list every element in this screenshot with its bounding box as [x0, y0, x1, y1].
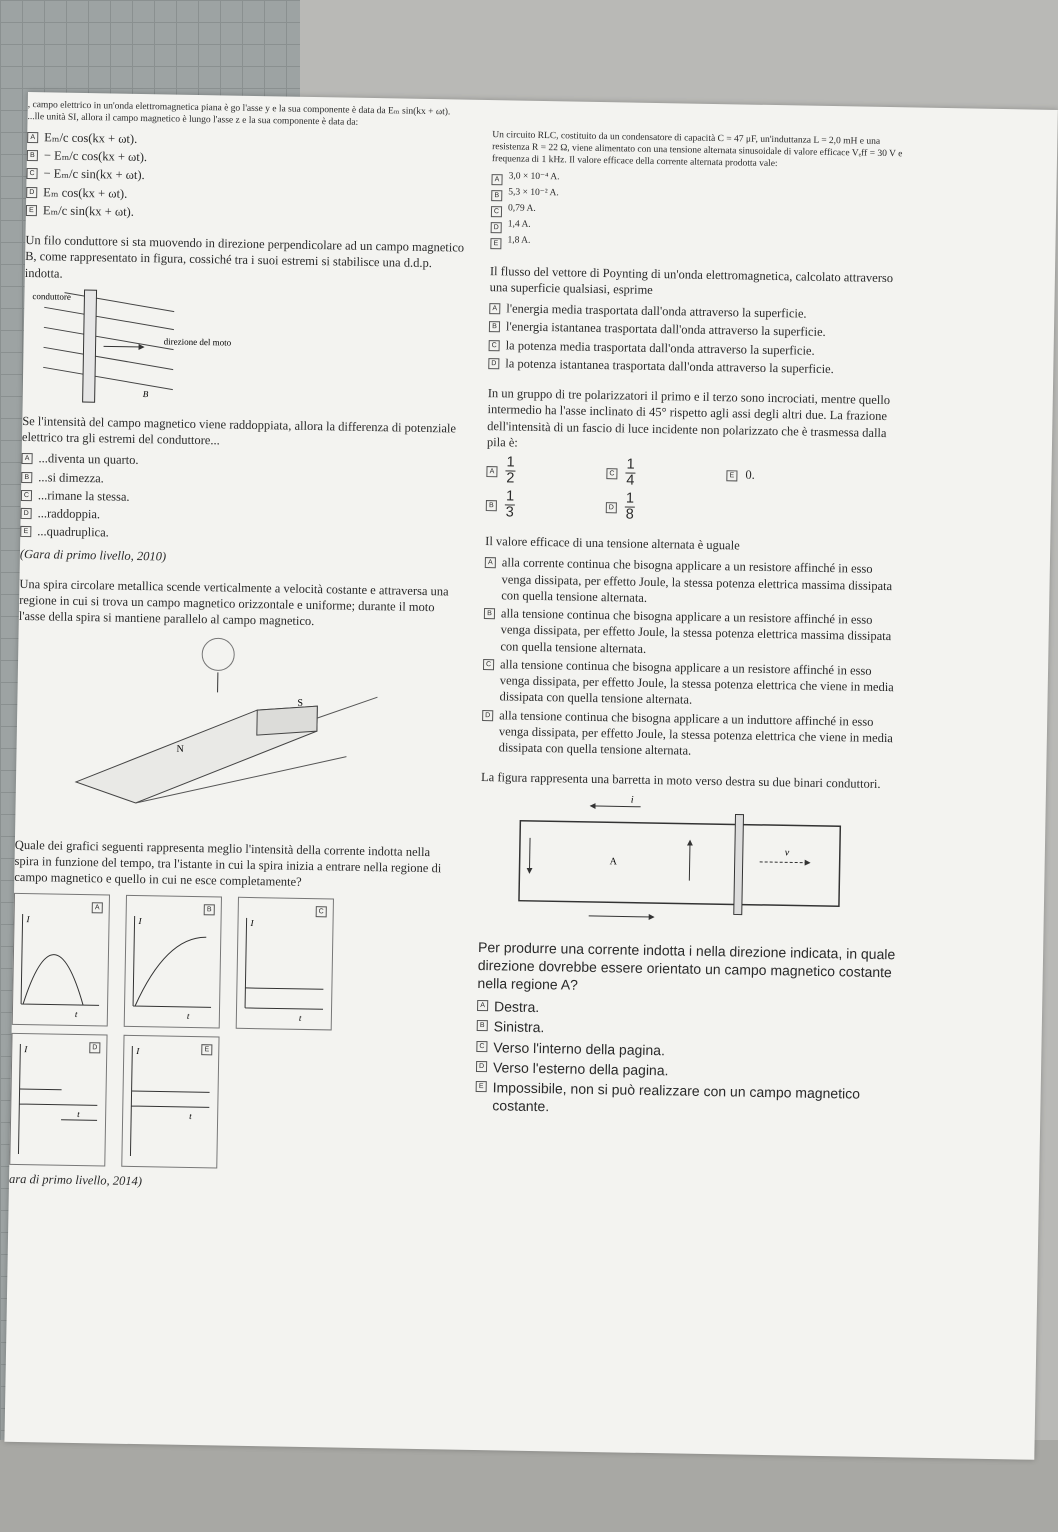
option-list [490, 171, 911, 256]
option-text: − Eₘ/c cos(kx + ωt). [43, 148, 148, 165]
option-text: ...quadruplica. [37, 524, 109, 540]
option-text: 1,8 A. [507, 235, 531, 246]
option-text: Eₘ cos(kx + ωt). [43, 184, 128, 201]
option-letter: E [490, 238, 501, 249]
option-text: l'energia istantanea trasportata dall'onda attraverso la superficie. [505, 319, 826, 340]
right-column [475, 130, 912, 1123]
question-moving-conductor [20, 232, 466, 569]
question-stem: Il valore efficace di una tensione alternata è uguale [485, 534, 740, 553]
axis-i-label: I [250, 918, 254, 929]
option-item[interactable] [482, 656, 903, 712]
option-text: alla tensione continua che bisogna applicare a un induttore affinché in esso venga dissipata, per effetto Joule, la stessa potenza elettrica che viene in media dissipata con quella tensione alternata. [498, 707, 894, 758]
graph-option-e[interactable] [121, 1035, 219, 1169]
option-c[interactable]: C $\frac{1}{4}$ [606, 457, 677, 488]
velocity-label: v [784, 846, 790, 859]
axis-i-label: I [24, 1044, 28, 1055]
option-letter: C [483, 659, 494, 670]
option-letter: A [92, 902, 103, 913]
source-note: (Gara di primo livello, 2010) [19, 546, 167, 563]
option-letter: B [477, 1020, 488, 1031]
axis-t-label: t [77, 1109, 80, 1120]
option-a[interactable]: A $\frac{1}{2}$ [486, 455, 557, 486]
option-letter: A [491, 174, 502, 185]
graph-options-row2 [9, 1033, 451, 1173]
south-label: S [297, 697, 304, 709]
question-stem: Un circuito RLC, costituito da un condensatore di capacità C = 47 μF, un'induttanza L = 2,0 mH e una resistenza R = 22 Ω, viene alimentato con una tensione alternata sinusoidale di valore efficace Vₑff = 30 V e frequenza di 1 kHz. Il valore efficace della corrente alternata prodotta vale: [491, 130, 903, 169]
worksheet-page [4, 92, 1057, 1460]
question-stem: Il flusso del vettore di Poynting di un'onda elettromagnetica, calcolato attraverso una superficie qualsiasi, esprime [489, 263, 894, 297]
conductor-label: conduttore [32, 290, 72, 302]
option-letter: B [489, 321, 500, 332]
option-text: ...si dimezza. [38, 469, 105, 485]
option-text: la potenza media trasportata dall'onda attraverso la superficie. [505, 338, 815, 358]
option-item[interactable] [484, 554, 905, 610]
graph-option-b[interactable] [124, 895, 222, 1029]
axis-t-label: t [74, 1009, 78, 1020]
question-stem: Un filo conduttore si sta muovendo in direzione perpendicolare ad un campo magnetico B, come rappresentato in figura, cossiché tra i suoi estremi si stabilisce una d.d.p. indotta. [24, 232, 465, 281]
question-stem: La figura rappresenta una barretta in moto verso destra su due binari conduttori. [480, 770, 881, 792]
option-letter: C [476, 1041, 487, 1052]
option-text: Eₘ/c sin(kx + ωt). [42, 203, 135, 219]
direction-label: direzione del moto [163, 336, 232, 348]
question-falling-loop [9, 576, 460, 1195]
field-lines [43, 292, 175, 389]
option-letter: C [491, 206, 502, 217]
option-letter: A [22, 453, 33, 464]
option-text: 0,79 A. [507, 203, 536, 214]
option-text: Verso l'esterno della pagina. [492, 1059, 669, 1079]
axis-i-label: I [138, 916, 142, 927]
option-letter: A [27, 132, 38, 143]
option-letter: A [489, 303, 500, 314]
field-label: B [142, 388, 149, 399]
source-note: ara di primo livello, 2014) [8, 1172, 143, 1189]
option-letter: B [204, 904, 215, 915]
option-text: Impossibile, non si può realizzare con un campo magnetico costante. [492, 1079, 861, 1115]
option-letter: B [491, 190, 502, 201]
option-letter: D [488, 358, 499, 369]
axis-t-label: t [298, 1013, 302, 1024]
question-text: Se l'intensità del campo magnetico viene raddoppiata, allora la differenza di potenziale elettrico tra gli estremi del conduttore... [21, 413, 457, 448]
option-letter: B [21, 471, 32, 482]
option-text: − Eₘ/c sin(kx + ωt). [43, 166, 145, 183]
option-text: l'energia media trasportata dall'onda attraverso la superficie. [506, 301, 807, 321]
question-polarizers [486, 385, 908, 526]
conductor-figure [23, 287, 285, 412]
option-letter: A [477, 1000, 488, 1011]
option-letter: D [476, 1061, 487, 1072]
option-text: alla tensione continua che bisogna applicare a un resistore affinché in esso venga dissipata, per effetto Joule, la stessa potenza elettrica massima dissipata con quella tensione alternata. [500, 606, 892, 656]
question-rlc-circuit [490, 130, 912, 256]
option-letter: A [485, 557, 496, 568]
question-stem: In un gruppo di tre polarizzatori il primo e il terzo sono incrociati, mentre quello intermedio ha l'asse inclinato di 45° rispetto agli assi degli altri due. La frazione dell'intensità di un fascio di luce incidente non polarizzato che è trasmessa dalla pila è: [486, 386, 891, 450]
question-sliding-bar [475, 769, 901, 1121]
question-poynting [488, 263, 910, 379]
option-letter: E [20, 526, 31, 537]
option-list [488, 300, 909, 378]
option-letter: B [484, 608, 495, 619]
option-item[interactable] [475, 1078, 896, 1122]
fraction-options-row1 [486, 455, 906, 492]
option-text: alla tensione continua che bisogna applicare a un resistore affinché in esso venga dissipata, per effetto Joule, la stessa potenza elettrica che viene in media dissipata con quella tensione alternata. [499, 657, 894, 708]
option-letter: B [27, 150, 38, 161]
option-text: la potenza istantanea trasportata dall'onda attraverso la superficie. [505, 356, 834, 376]
rails-figure [478, 792, 850, 938]
axis-t-label: t [189, 1111, 192, 1122]
option-item[interactable] [483, 605, 904, 661]
fraction-options-row2 [486, 489, 906, 526]
option-b[interactable]: B $\frac{1}{3}$ [486, 489, 557, 520]
option-letter: C [26, 168, 37, 179]
option-letter: D [482, 710, 493, 721]
question-text: Quale dei grafici seguenti rappresenta meglio l'intensità della corrente indotta nella spira in funzione del tempo, tra l'istante in cui la spira inizia a entrare nella regione di campo magnetico e quello in cui ne esce completamente? [14, 837, 442, 889]
option-letter: D [21, 508, 32, 519]
question-stem: , campo elettrico in un'onda elettromagnetica piana è go l'asse y e la sua componente è data da Eₘ sin(kx + ωt). ...lle unità SI, allora il campo magnetico è lungo l'asse z e la sua componente è data da: [27, 99, 451, 128]
option-e[interactable]: E 0. [726, 459, 797, 490]
option-text: alla corrente continua che bisogna applicare a un resistore affinché in esso venga dissipata, per effetto Joule, la stessa potenza elettrica massima dissipata con quella tensione alternata. [501, 555, 893, 605]
current-label: i [630, 794, 634, 806]
option-text: Eₘ/c cos(kx + ωt). [44, 130, 138, 146]
option-letter: E [201, 1044, 212, 1055]
option-letter: E [26, 205, 37, 216]
option-text: ...rimane la stessa. [37, 487, 130, 504]
axis-i-label: I [26, 914, 30, 925]
magnet-loop-figure [15, 630, 378, 836]
axis-t-label: t [186, 1011, 190, 1022]
option-letter: D [491, 222, 502, 233]
option-d[interactable]: D $\frac{1}{8}$ [606, 491, 677, 522]
option-list [475, 997, 897, 1121]
option-list [481, 554, 904, 762]
region-label: A [609, 855, 617, 868]
question-stem: Una spira circolare metallica scende verticalmente a velocità costante e attraversa una regione in cui si trova un campo magnetico orizzontale e uniforme; durante il moto l'asse della spira si mantiene parallelo al campo magnetico. [18, 576, 449, 629]
graph-options-row1 [12, 893, 454, 1033]
option-letter: D [26, 186, 37, 197]
option-letter: C [489, 340, 500, 351]
question-em-wave [26, 100, 468, 226]
option-letter: D [89, 1042, 100, 1053]
question-rms-voltage [481, 533, 905, 763]
option-text: 3,0 × 10⁻⁴ A. [508, 171, 560, 182]
left-column [9, 100, 468, 1209]
graph-option-c[interactable] [236, 897, 334, 1031]
option-list [20, 450, 461, 547]
loop [202, 638, 235, 671]
option-text: ...diventa un quarto. [38, 451, 139, 468]
north-label: N [176, 743, 184, 755]
option-text: Destra. [493, 998, 540, 1016]
option-letter: E [476, 1081, 487, 1092]
graph-option-d[interactable] [9, 1033, 107, 1167]
option-list [26, 129, 467, 226]
question-text: Per produrre una corrente indotta i nella direzione indicata, in quale direzione dovrebbe essere orientato un campo magnetico costante nella regione A? [477, 938, 896, 993]
option-text: 5,3 × 10⁻² A. [508, 187, 559, 198]
option-text: Verso l'interno della pagina. [493, 1038, 666, 1058]
option-text: ...raddoppia. [37, 506, 101, 522]
option-letter: C [21, 490, 32, 501]
option-text: 1,4 A. [507, 219, 531, 230]
option-item[interactable] [481, 707, 902, 763]
axis-i-label: I [136, 1046, 140, 1057]
graph-option-a[interactable] [12, 893, 110, 1027]
option-text: Sinistra. [493, 1018, 545, 1036]
option-letter: C [316, 906, 327, 917]
conductor-rod [83, 290, 97, 402]
